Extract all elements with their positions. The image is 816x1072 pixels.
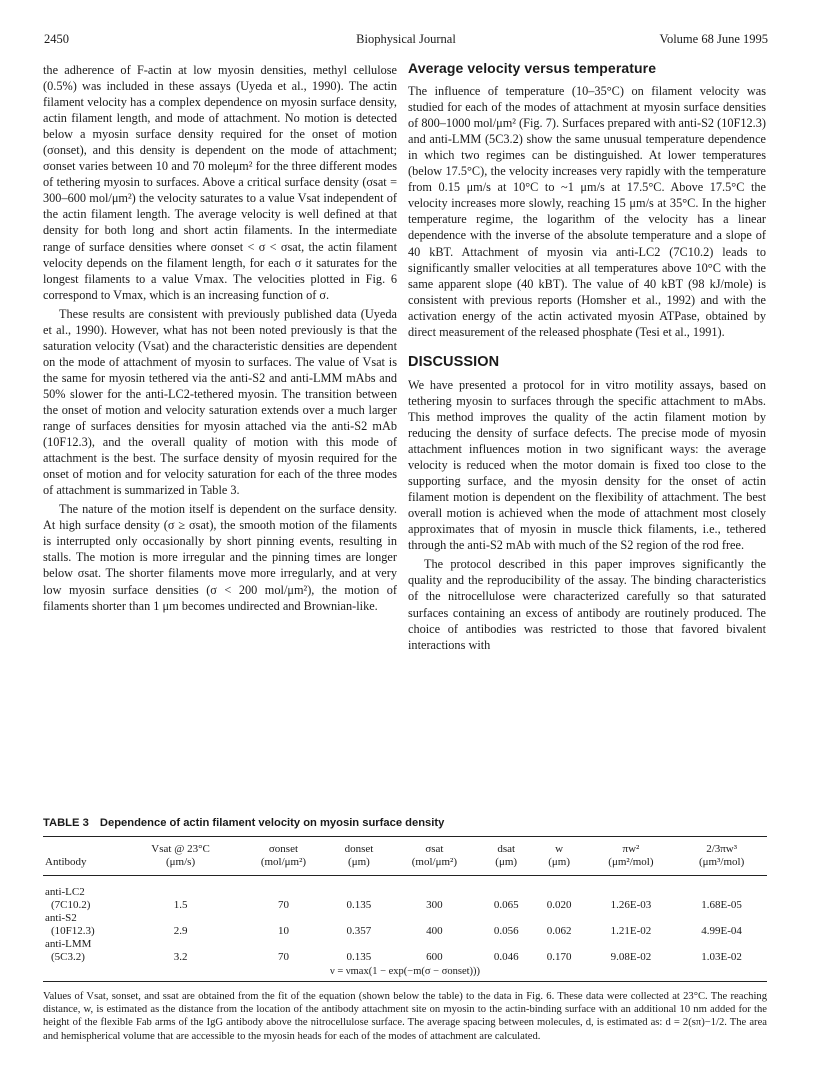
paragraph: These results are consistent with previously published data (Uyeda et al., 1990). However, what has not been noted previously is that the saturation velocity (Vsat) and the characteristic densities are dependent on the mode of attachment of myosin to surfaces. The value of Vsat is the same for myosin tethered via the anti-S2 and anti-LMM mAbs and 50% slower for the anti-LC2-tethered myosin. The transition between the onset of motion and velocity saturation extends over a much larger range of surfaces densities for myosin attached via the anti-S2 mAb (10F12.3), and the overall quality of motion with this mode of attachment is the best. The surface density of myosin required for the onset of motion and for velocity saturation for each of the three modes of attachment is summarized in Table 3.: [43, 306, 397, 498]
column-header: σsat (mol/μm²): [389, 837, 480, 876]
table-row: (10F12.3) 2.9 10 0.357 400 0.056 0.062 1.21E-02 4.99E-04: [51, 925, 742, 937]
right-column: [408, 60, 766, 653]
left-column: [43, 62, 397, 614]
table-row: anti-LC2: [45, 886, 85, 898]
column-header: Antibody: [43, 837, 123, 876]
paragraph: The influence of temperature (10–35°C) on filament velocity was studied for each of the modes of attachment at myosin surface densities of 800–1000 mol/μm² (Fig. 7). Surfaces prepared with anti-S2 (10F12.3) and anti-LMM (5C3.2) show the same unusual temperature dependence in which two regimes can be distinguished. At lower temperatures (below 17.5°C), the velocity increases very rapidly with the temperature from 0.15 μm/s at 10°C to ~1 μm/s at 17.5°C. Above 17.5°C the velocity increases more slowly, reaching 15 μm/s at 35°C. In the higher temperature regime, the logarithm of the velocity has a linear dependence with the inverse of the absolute temperature and a slope of 40 kBT. Attachment of myosin via anti-LC2 (7C10.2) leads to significantly smaller velocities at all temperatures above 10°C with the same apparent slope (40 kBT). The value of 40 kBT (98 kJ/mole) is consistent with previous reports (Homsher et al., 1992) and with the activation energy of the actin activated myosin ATPase, obtained by direct measurement of the released phosphate (Tesi et al., 1991).: [408, 84, 766, 339]
table-row: anti-LMM: [45, 938, 92, 950]
journal-name: Biophysical Journal: [356, 32, 456, 46]
column-header: w (μm): [533, 837, 586, 876]
page-number: 2450: [44, 32, 69, 46]
paragraph: the adherence of F-actin at low myosin densities, methyl cellulose (0.5%) was included in these assays (Uyeda et al., 1990). The actin filament velocity has a complex dependence on myosin surface density, actin filament length, and mode of attachment. No motion is detected below a myosin surface density required for the onset of motion (σonset), and this density is dependent on the mode of attachment; σonset varies between 10 and 70 moleμm² for the three different modes of tethering myosin to surfaces. Above a critical surface density (σsat = 300–600 mol/μm²) the velocity saturates to a value Vsat independent of the actin filament length. The average velocity is well defined at that density for both long and short actin filaments. In the intermediate range of surface densities where σonset < σ < σsat, the actin filament velocity depends on the filament length, for each σ it saturates for the longest filaments to a value Vmax. The velocities plotted in Fig. 6 correspond to Vmax, which is an increasing function of σ.: [43, 63, 397, 302]
table-row: (5C3.2) 3.2 70 0.135 600 0.046 0.170 9.08E-02 1.03E-02: [51, 951, 742, 963]
column-header: 2/3πw³ (μm³/mol): [676, 837, 767, 876]
table-3: [43, 817, 767, 1043]
column-header: Vsat @ 23°C (μm/s): [123, 837, 238, 876]
page-header: [44, 32, 768, 50]
column-header: πw² (μm²/mol): [586, 837, 677, 876]
table-caption: [43, 817, 767, 829]
column-header: donset (μm): [329, 837, 389, 876]
table-label: TABLE 3: [43, 817, 89, 829]
table-title: Dependence of actin filament velocity on myosin surface density: [99, 817, 445, 829]
table-row: (7C10.2) 1.5 70 0.135 300 0.065 0.020 1.26E-03 1.68E-05: [51, 899, 742, 911]
data-table: [43, 837, 767, 982]
table-footnote: Values of Vsat, sonset, and ssat are obtained from the fit of the equation (shown below the table) to the data in Fig. 6. These data were collected at 23°C. The reaching distance, w, is estimated as the distance from the location of the antibody attachment site on myosin to the actin-binding surface with an additional 10 nm added for the height of the flexible Fab arms of the IgG antibody above the nitrocellulose surface. The average spacing between molecules, d, is estimated as: d = 2(sπ)−1/2. The area and hemispherical volume that are accessible to the myosin heads for each of the modes of attachment are calculated.: [43, 991, 767, 1042]
paragraph: The protocol described in this paper improves significantly the quality and the reproducibility of the assay. The binding characteristics of the nitrocellulose were characterized carefully so that saturated surfaces containing an excess of antibody are routinely produced. The choice of antibodies was restricted to those that favored bivalent interactions with: [408, 557, 766, 652]
paragraph: We have presented a protocol for in vitro motility assays, based on tethering myosin to surfaces through the specific attachment to mAbs. This method improves the quality of the actin filament motion by reducing the density of surface defects. The precise mode of myosin attachment influences motion in two significant ways: the average velocity is reduced when the motor domain is fixed too close to the supporting surface, and the myosin density for the onset of actin filament motion is dependent on the flexibility of attachment. The best overall motion is achieved when the mode of attachment most closely approximates that of myosin in muscle thick filaments, i.e., tethered through the anti-S2 mAb with much of the S2 region of the rod free.: [408, 377, 766, 553]
volume-date: Volume 68 June 1995: [659, 32, 768, 46]
section-heading-discussion: DISCUSSION: [408, 353, 500, 370]
column-header: σonset (mol/μm²): [238, 837, 329, 876]
table-row: anti-S2: [45, 912, 77, 924]
column-header: dsat (μm): [480, 837, 533, 876]
paragraph: The nature of the motion itself is dependent on the surface density. At high surface density (σ ≥ σsat), the smooth motion of the filaments is interrupted only occasionally by short pinning events, resulting in stalls. The motion is more irregular and the pinning times are longer below σsat. The shorter filaments move more irregularly, and at very low myosin surface densities (σ < 200 mol/μm²), the motion of filaments shorter than 1 μm becomes undirected and Brownian-like.: [43, 502, 397, 613]
equation-row: [43, 964, 767, 982]
fit-equation: ν = νmax(1 − exp(−m(σ − σonset))): [43, 964, 767, 982]
section-heading-temperature: Average velocity versus temperature: [408, 60, 657, 76]
